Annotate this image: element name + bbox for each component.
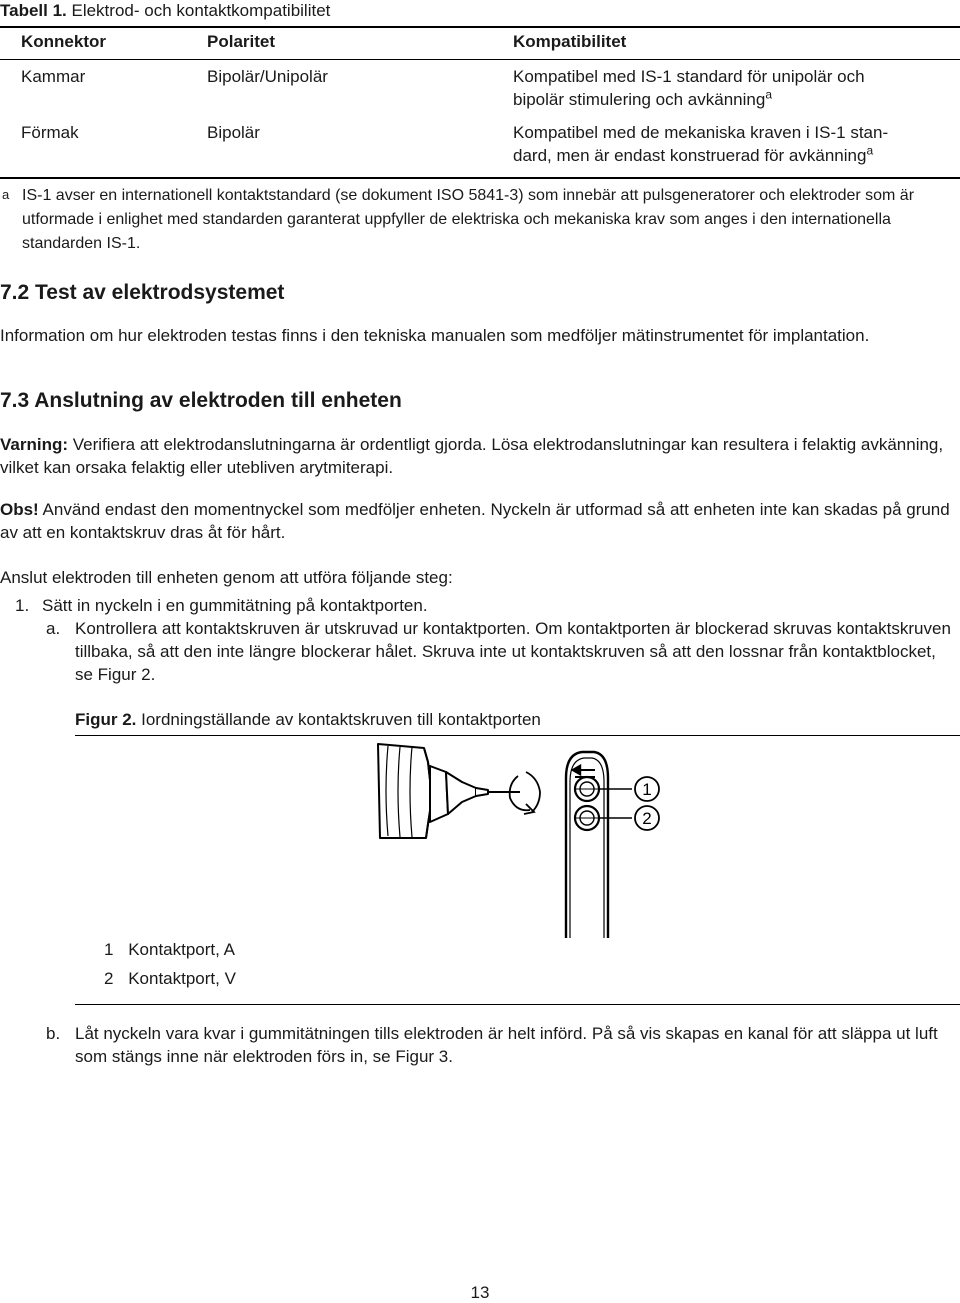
note-paragraph	[0, 498, 955, 544]
footnote-text: IS-1 avser en internationell kontaktstandard (se dokument ISO 5841-3) som innebär att pulsgeneratorer och elektroder som är utformade i enlighet med standarden garanterat uppfyller de elektriska och mekaniska krav som anges i den internationella standarden IS-1.	[22, 187, 915, 252]
section-heading: 7.3 Anslutning av elektroden till enheten	[0, 389, 402, 412]
legend-item	[104, 968, 236, 990]
substep-text: Kontrollera att kontaktskruven är utskruvad ur kontaktporten. Om kontaktporten är blockerad skruvas kontaktskruven tillbaka, så att den inte längre blockerar hålet. Skruva inte ut kontaktskruven så att den lossnar från kontaktblocket, se Figur 2.	[75, 619, 951, 684]
legend-number: 1	[104, 940, 114, 959]
table-cell-connector: Förmak	[21, 123, 79, 142]
page-number: 13	[470, 1283, 490, 1302]
compat-line: dard, men är endast konstruerad för avkänning$^a$	[513, 143, 874, 165]
svg-text:2: 2	[642, 809, 652, 828]
svg-text:1: 1	[642, 780, 652, 799]
footnote-ref: a	[765, 87, 772, 102]
table-cell-polarity: Bipolär	[207, 123, 260, 142]
connector-port-illustration	[370, 742, 670, 938]
table-header-connector: Konnektor	[21, 32, 106, 51]
legend-text: Kontaktport, V	[128, 969, 236, 988]
figure-bottom-rule	[75, 1004, 960, 1005]
table-footnote	[2, 184, 957, 256]
table-top-rule	[0, 26, 960, 28]
torque-wrench-icon	[378, 744, 520, 838]
table-cell-compatibility	[513, 65, 953, 111]
instructions-intro: Anslut elektroden till enheten genom att utföra följande steg:	[0, 568, 453, 587]
figure-label: Figur 2.	[75, 710, 137, 729]
compat-line: Kompatibel med IS-1 standard för unipolär och	[513, 67, 865, 86]
warning-text: Verifiera att elektrodanslutningarna är ordentligt gjorda. Lösa elektrodanslutningar kan resultera i felaktig avkänning, vilket kan orsaka felaktig eller utebliven arytmiterapi.	[0, 435, 944, 477]
warning-paragraph	[0, 433, 955, 479]
table-header-compatibility: Kompatibilitet	[513, 32, 627, 51]
table-header-polarity: Polaritet	[207, 32, 276, 51]
figure-caption	[75, 708, 541, 731]
compat-line: bipolär stimulering och avkänning$^a$	[513, 87, 772, 109]
table-caption	[0, 0, 330, 22]
footnote-marker: a	[2, 187, 10, 202]
table-caption-text: Elektrod- och kontaktkompatibilitet	[66, 1, 331, 20]
legend-text: Kontaktport, A	[128, 940, 235, 959]
seal-port-a-icon	[575, 777, 599, 801]
seal-port-v-icon	[575, 806, 599, 830]
table-bottom-rule	[0, 177, 960, 179]
footnote-ref: a	[866, 143, 874, 158]
table-cell-polarity: Bipolär/Unipolär	[207, 67, 328, 86]
warning-label: Varning:	[0, 435, 69, 454]
callout-2	[635, 806, 659, 830]
table-caption-label: Tabell 1.	[0, 1, 67, 20]
substep-label: b.	[46, 1024, 61, 1043]
note-text: Använd endast den momentnyckel som medföljer enheten. Nyckeln är utformad så att enheten inte kan skadas på grund av att en kontaktskruv dras åt för hårt.	[0, 500, 950, 542]
legend-item	[104, 939, 235, 961]
step-text: Sätt in nyckeln i en gummitätning på kontaktporten.	[42, 596, 428, 615]
table-header-rule	[0, 59, 960, 60]
substep-text: Låt nyckeln vara kvar i gummitätningen tills elektroden är helt införd. På så vis skapas en kanal för att släppa ut luft som stängs inne när elektroden förs in, se Figur 3.	[75, 1024, 938, 1066]
note-label: Obs!	[0, 500, 39, 519]
section-heading: 7.2 Test av elektrodsystemet	[0, 281, 285, 304]
callout-1	[635, 777, 659, 801]
figure-title: Iordningställande av kontaktskruven till kontaktporten	[136, 710, 541, 729]
compat-line: Kompatibel med de mekaniska kraven i IS-1 stan-	[513, 123, 889, 142]
section-paragraph: Information om hur elektroden testas finns i den tekniska manualen som medföljer mätinstrumentet för implantation.	[0, 326, 870, 345]
step-number: 1.	[15, 596, 30, 615]
substep-label: a.	[46, 619, 61, 638]
legend-number: 2	[104, 969, 114, 988]
table-cell-compatibility	[513, 121, 953, 167]
table-cell-connector: Kammar	[21, 67, 86, 86]
figure-top-rule	[75, 735, 960, 736]
